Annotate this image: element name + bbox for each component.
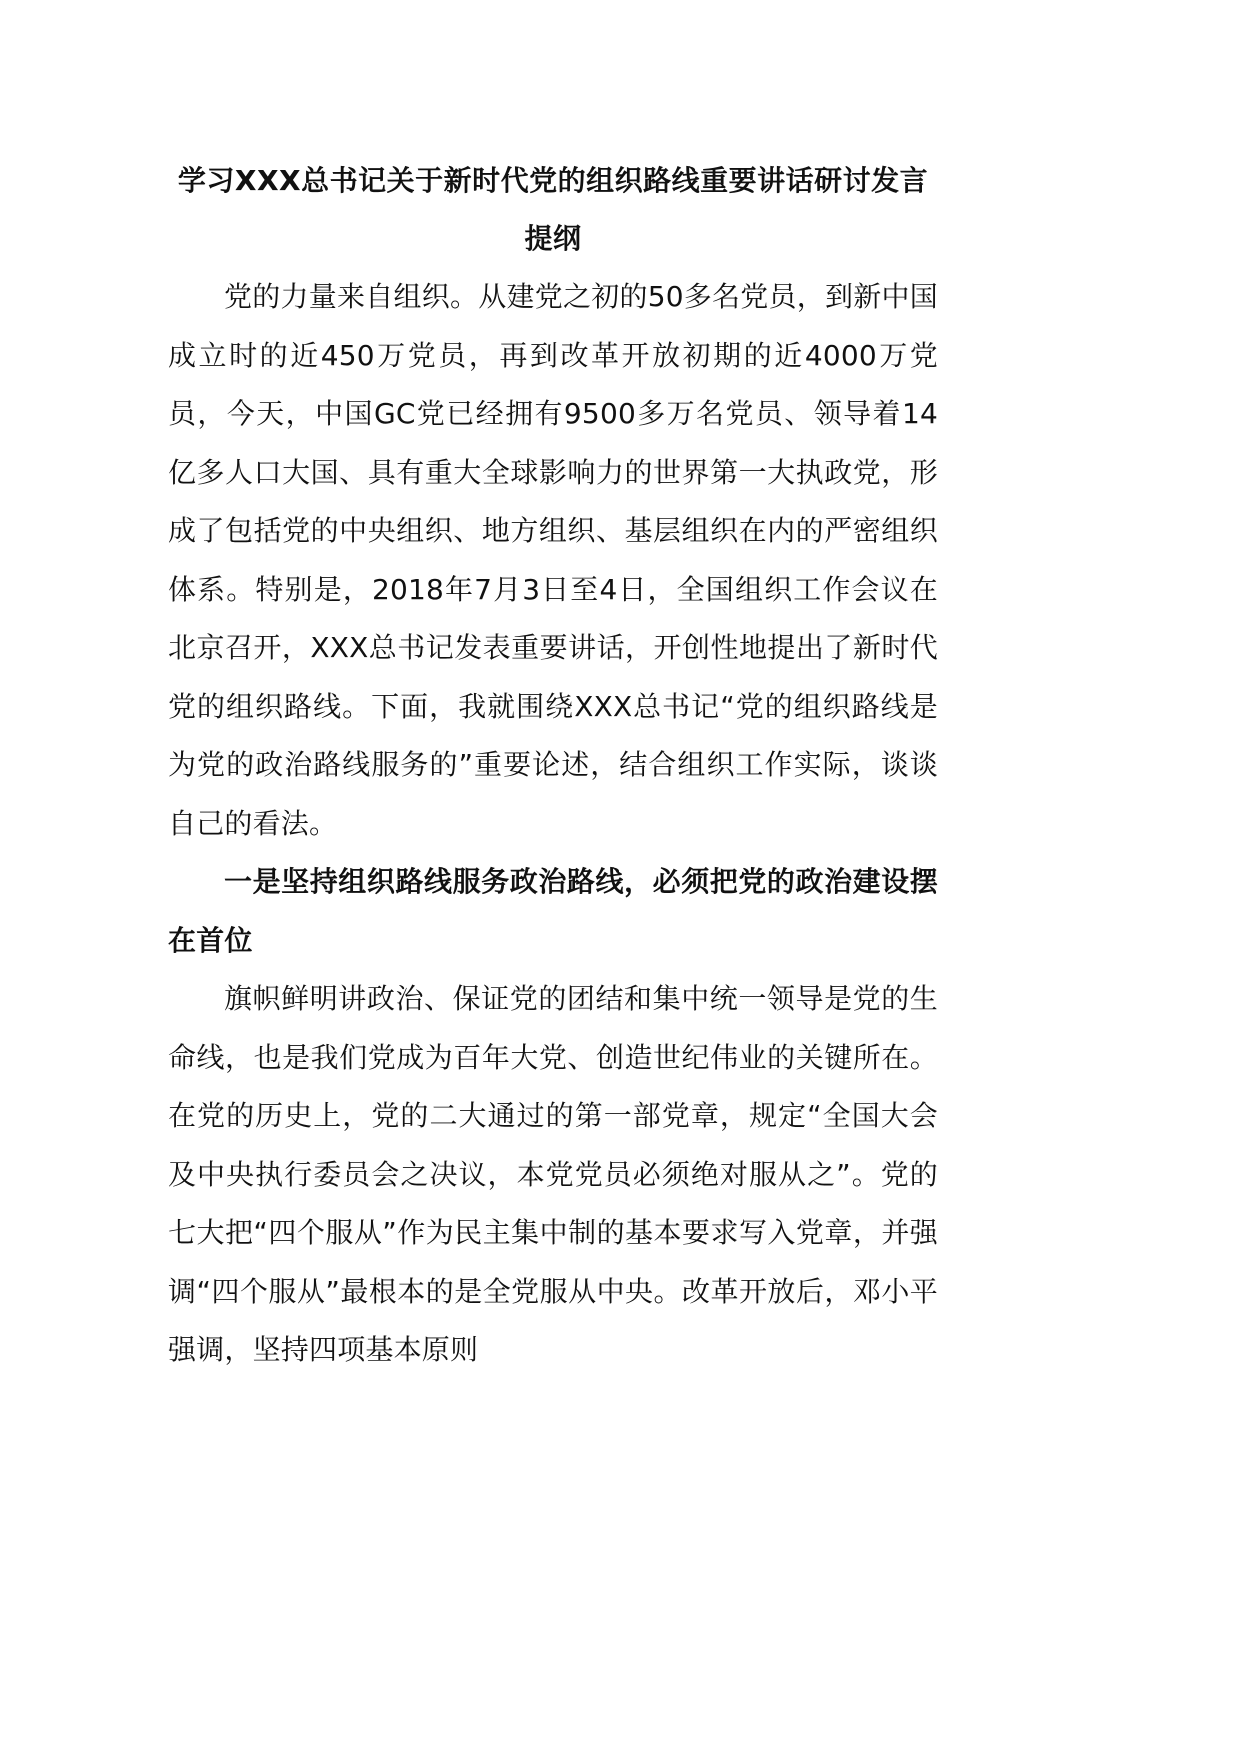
document-body (168, 152, 938, 1380)
document-title: 学习XXX总书记关于新时代党的组织路线重要讲话研讨发言提纲 (177, 164, 929, 255)
intro-paragraph: 党的力量来自组织。从建党之初的50多名党员，到新中国成立时的近450万党员，再到改革开放初期的近4000万党员，今天，中国GC党已经拥有9500多万名党员、领导着14亿多人口大国、具有重大全球影响力的世界第一大执政党，形成了包括党的中央组织、地方组织、基层组织在内的严密组织体系。特别是，2018年7月3日至4日，全国组织工作会议在北京召开，XXX总书记发表重要讲话，开创性地提出了新时代党的组织路线。下面，我就围绕XXX总书记“党的组织路线是为党的政治路线服务的”重要论述，结合组织工作实际，谈谈自己的看法。 (168, 280, 938, 840)
section-1-heading: 一是坚持组织路线服务政治路线，必须把党的政治建设摆在首位 (168, 865, 938, 957)
section-1-paragraph: 旗帜鲜明讲政治、保证党的团结和集中统一领导是党的生命线，也是我们党成为百年大党、创造世纪伟业的关键所在。在党的历史上，党的二大通过的第一部党章，规定“全国大会及中央执行委员会之决议，本党党员必须绝对服从之”。党的七大把“四个服从”作为民主集中制的基本要求写入党章，并强调“四个服从”最根本的是全党服从中央。改革开放后，邓小平强调，坚持四项基本原则 (168, 982, 938, 1366)
